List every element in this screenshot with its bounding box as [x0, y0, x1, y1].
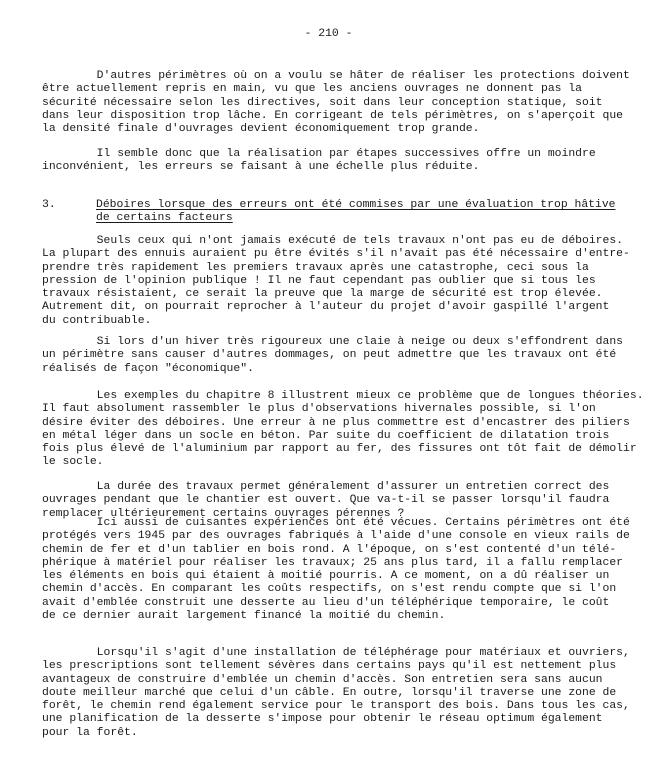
section-number: 3.: [42, 199, 56, 211]
paragraph-1: D'autres périmètres où on a voulu se hâter de réaliser les protections doivent être actuellement repris en main, vu que les anciens ouvrages ne donnent pas la sécurité nécessaire selon les directives, soit dans leur conception statique, soit dans leur disposition trop lâche. En corrigeant de tels périmètres, on s'aperçoit que la densité finale d'ouvrages devient économiquement trop grande.: [42, 70, 630, 135]
paragraph-3: Seuls ceux qui n'ont jamais exécuté de tels travaux n'ont pas eu de déboires. La plupart des ennuis auraient pu être évités s'il n'avait pas été nécessaire d'entre- prendre très rapidement les premiers travaux après une catastrophe, ceci sous la pression de l'opinion publique ! Il ne faut cependant pas oublier que si tous les travaux résistaient, ce serait la preuve que la marge de sécurité est trop élevée. Autrement dit, on pourrait reprocher à l'auteur du projet d'avoir gaspillé l'argent du contribuable.: [42, 235, 630, 327]
paragraph-7: Ici aussi de cuisantes expériences ont été vécues. Certains périmètres ont été protégés vers 1945 par des ouvrages fabriqués à l'aide d'une console en vieux rails de chemin de fer et d'un tablier en bois rond. A l'époque, on s'est contenté d'un télé- phérique à matériel pour réaliser les travaux; 25 ans plus tard, il a fallu remplacer les éléments en bois qui étaient à moitié pourris. A ce moment, on a dû réaliser un chemin d'accès. En comparant les coûts respectifs, on s'est rendu compte que si l'on avait d'emblée construit une desserte au lieu d'un téléphérique temporaire, le coût de ce dernier aurait largement financé la moitié du chemin.: [42, 517, 630, 622]
page-number: - 210 -: [304, 28, 353, 40]
paragraph-5: Les exemples du chapitre 8 illustrent mieux ce problème que de longues théories. Il faut absolument rassembler le plus d'observations hivernales possible, si l'on désire éviter des déboires. Une erreur à ne plus commettre est d'encastrer des piliers en métal léger dans un socle en béton. Par suite du coefficient de dilatation trois fois plus élevé de l'aluminium par rapport au fer, des fissures ont tôt fait de démolir le socle.: [42, 390, 644, 469]
section-heading: Déboires lorsque des erreurs ont été commises par une évaluation trop hâtive de certains facteurs: [96, 199, 616, 225]
paragraph-6: La durée des travaux permet généralement d'assurer un entretien correct des ouvrages pendant que le chantier est ouvert. Que va-t-il se passer lorsqu'il faudra remplacer ultérieurement certains ouvrages pérennes ?: [42, 481, 610, 520]
paragraph-2: Il semble donc que la réalisation par étapes successives offre un moindre inconvénient, les erreurs se faisant à une échelle plus réduite.: [42, 148, 596, 174]
paragraph-4: Si lors d'un hiver très rigoureux une claie à neige ou deux s'effondrent dans un périmètre sans causer d'autres dommages, on peut admettre que les travaux ont été réalisés de façon "économique".: [42, 336, 624, 375]
paragraph-8: Lorsqu'il s'agit d'une installation de téléphérage pour matériaux et ouvriers, les prescriptions sont tellement sévères dans certains pays qu'il est nettement plus avantageux de construire d'emblée un chemin d'accès. Son entretien sera sans aucun doute meilleur marché que celui d'un câble. En outre, lorsqu'il traverse une zone de forêt, le chemin rend également service pour le transport des bois. Dans tous les cas, une planification de la desserte s'impose pour obtenir le réseau optimum également pour la forêt.: [42, 647, 630, 739]
